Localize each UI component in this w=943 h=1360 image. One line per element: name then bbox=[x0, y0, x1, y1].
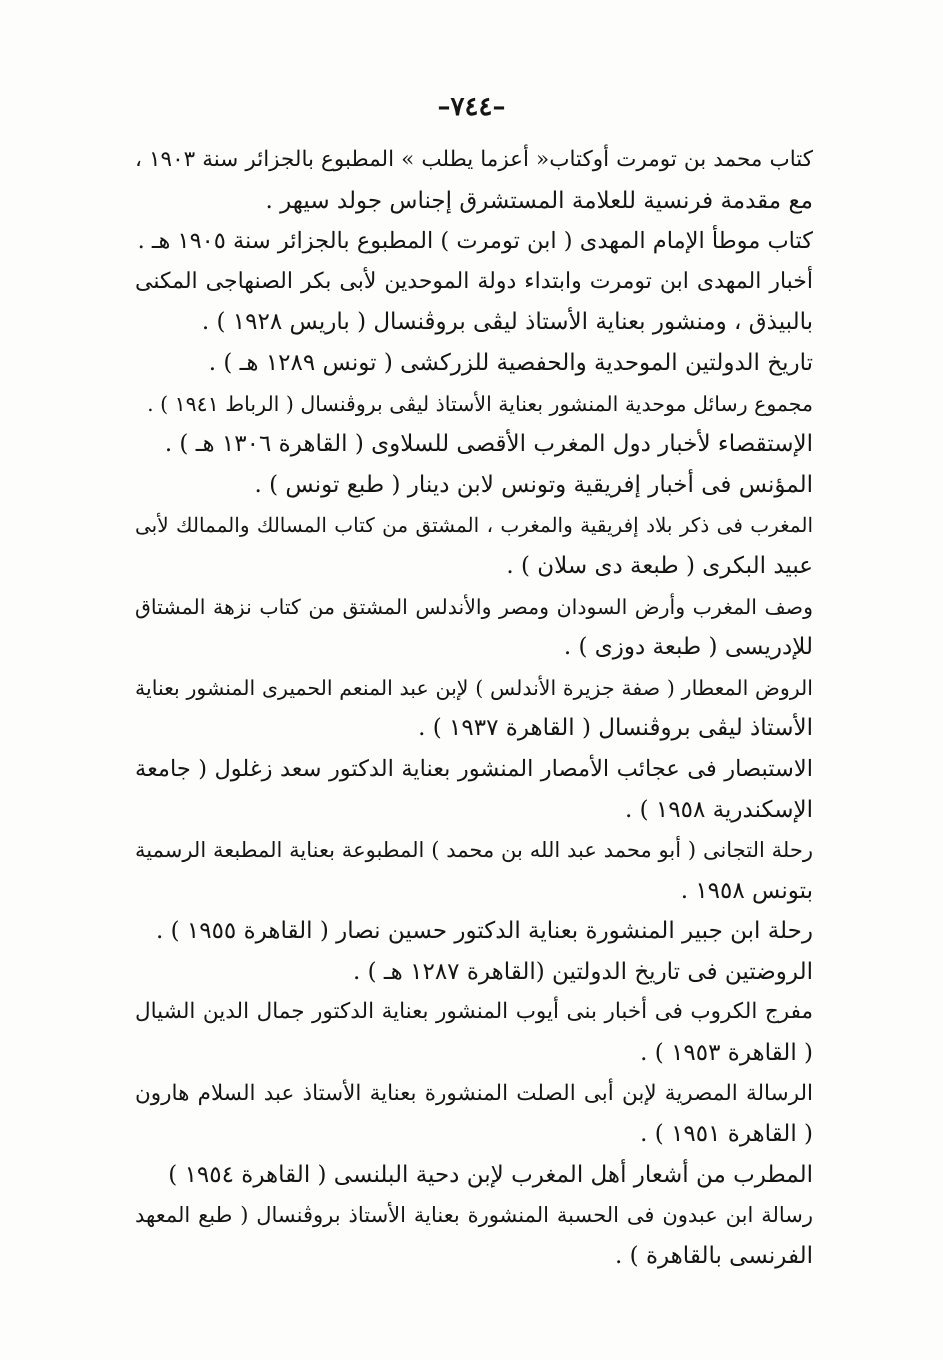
text-line: رسالة ابن عبدون فى الحسبة المنشورة بعناية الأستاذ بروڤنسال ( طبع المعهد bbox=[135, 1203, 813, 1228]
text-line: مع مقدمة فرنسية للعلامة المستشرق إجناس جولد سيهر . bbox=[265, 187, 813, 214]
text-line: بتونس ١٩٥٨ . bbox=[680, 877, 813, 904]
bibliography-list bbox=[135, 140, 813, 1277]
text-line: الإسكندرية ١٩٥٨ ) . bbox=[625, 796, 813, 823]
text-line: كتاب موطأ الإمام المهدى ( ابن تومرت ) المطبوع بالجزائر سنة ١٩٠٥ هـ . bbox=[137, 228, 813, 255]
text-line: تاريخ الدولتين الموحدية والحفصية للزركشى ( تونس ١٢٨٩ هـ ) . bbox=[208, 349, 813, 376]
text-line: الأستاذ ليڤى بروڤنسال ( القاهرة ١٩٣٧ ) . bbox=[418, 715, 813, 742]
text-line: الإستقصاء لأخبار دول المغرب الأقصى للسلاوى ( القاهرة ١٣٠٦ هـ ) . bbox=[164, 431, 813, 458]
text-line: الفرنسى بالقاهرة ) . bbox=[615, 1243, 813, 1270]
text-line: مفرج الكروب فى أخبار بنى أيوب المنشور بعناية الدكتور جمال الدين الشيال bbox=[135, 999, 813, 1025]
text-line: مجموع رسائل موحدية المنشور بعناية الأستاذ ليڤى بروڤنسال ( الرباط ١٩٤١ ) . bbox=[147, 391, 813, 416]
text-line: ( القاهرة ١٩٥١ ) . bbox=[640, 1121, 813, 1148]
text-line: المؤنس فى أخبار إفريقية وتونس لابن دينار ( طبع تونس ) . bbox=[254, 471, 813, 498]
page-number: –٧٤٤– bbox=[437, 92, 506, 122]
text-line: الروض المعطار ( صفة جزيرة الأندلس ) لإبن عبد المنعم الحميرى المنشور بعناية bbox=[135, 675, 813, 700]
text-line: الاستبصار فى عجائب الأمصار المنشور بعناية الدكتور سعد زغلول ( جامعة bbox=[135, 755, 813, 782]
text-line: للإدريسى ( طبعة دوزى ) . bbox=[563, 634, 813, 661]
text-line: المطرب من أشعار أهل المغرب لإبن دحية البلنسى ( القاهرة ١٩٥٤ ) bbox=[168, 1161, 813, 1188]
text-line: عبيد البكرى ( طبعة دى سلان ) . bbox=[506, 552, 813, 579]
text-line: أخبار المهدى ابن تومرت وابتداء دولة الموحدين لأبى بكر الصنهاجى المكنى bbox=[135, 268, 813, 294]
text-line: رحلة التجانى ( أبو محمد عبد الله بن محمد ) المطبوعة بعناية المطبعة الرسمية bbox=[135, 838, 813, 863]
text-line: بالبيذق ، ومنشور بعناية الأستاذ ليڤى بروڤنسال ( باريس ١٩٢٨ ) . bbox=[201, 309, 813, 336]
text-line: رحلة ابن جبير المنشورة بعناية الدكتور حسين نصار ( القاهرة ١٩٥٥ ) . bbox=[155, 918, 813, 945]
text-line: المغرب فى ذكر بلاد إفريقية والمغرب ، المشتق من كتاب المسالك والممالك لأبى bbox=[135, 513, 813, 538]
text-line: ( القاهرة ١٩٥٣ ) . bbox=[640, 1040, 813, 1067]
text-line: وصف المغرب وأرض السودان ومصر والأندلس المشتق من كتاب نزهة المشتاق bbox=[135, 594, 813, 619]
text-line: الروضتين فى تاريخ الدولتين (القاهرة ١٢٨٧ هـ ) . bbox=[353, 958, 813, 985]
text-line: الرسالة المصرية لإبن أبى الصلت المنشورة بعناية الأستاذ عبد السلام هارون bbox=[135, 1080, 813, 1106]
text-line: كتاب محمد بن تومرت أوكتاب« أعزما يطلب » المطبوع بالجزائر سنة ١٩٠٣ ، bbox=[135, 147, 813, 172]
